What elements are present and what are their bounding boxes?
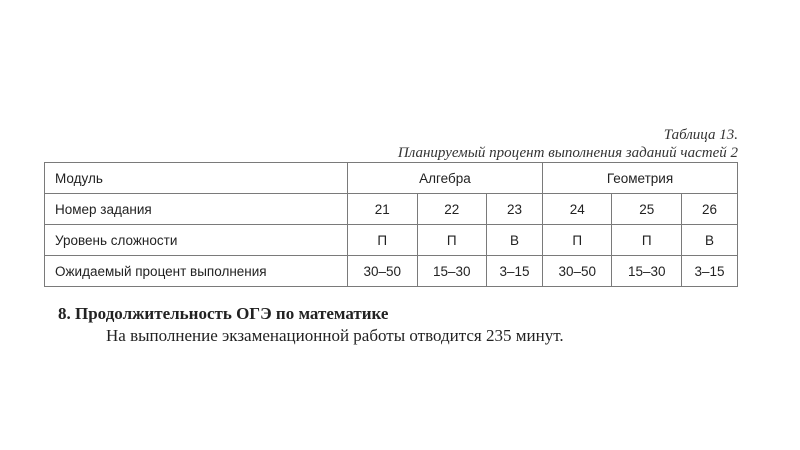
header-group-geometry: Геометрия (542, 163, 737, 194)
row-label: Ожидаемый процент выполнения (45, 256, 348, 287)
table-cell: 21 (348, 194, 418, 225)
completion-table (44, 162, 738, 287)
section-heading: 8. Продолжительность ОГЭ по математике (58, 304, 389, 323)
table-cell: 22 (417, 194, 487, 225)
table-caption (398, 126, 738, 162)
table-row (45, 256, 738, 287)
table-cell: 23 (487, 194, 543, 225)
table-cell: П (348, 225, 418, 256)
table-cell: П (542, 225, 612, 256)
table-number: Таблица 13. (663, 127, 738, 143)
table-cell: П (417, 225, 487, 256)
section-paragraph: На выполнение экзаменационной работы отводится 235 минут. (106, 326, 564, 345)
table-cell: В (487, 225, 543, 256)
table-cell: 3–15 (681, 256, 737, 287)
table-cell: В (681, 225, 737, 256)
table-cell: 3–15 (487, 256, 543, 287)
table-cell: 15–30 (612, 256, 682, 287)
table-cell: П (612, 225, 682, 256)
table-cell: 24 (542, 194, 612, 225)
table-row (45, 194, 738, 225)
table-row (45, 225, 738, 256)
header-label-cell: Модуль (45, 163, 348, 194)
table-cell: 15–30 (417, 256, 487, 287)
header-group-algebra: Алгебра (348, 163, 543, 194)
table-header-row (45, 163, 738, 194)
table-title: Планируемый процент выполнения заданий частей 2 (397, 145, 738, 161)
table-cell: 30–50 (348, 256, 418, 287)
table-cell: 26 (681, 194, 737, 225)
table-cell: 25 (612, 194, 682, 225)
row-label: Уровень сложности (45, 225, 348, 256)
row-label: Номер задания (45, 194, 348, 225)
table-cell: 30–50 (542, 256, 612, 287)
